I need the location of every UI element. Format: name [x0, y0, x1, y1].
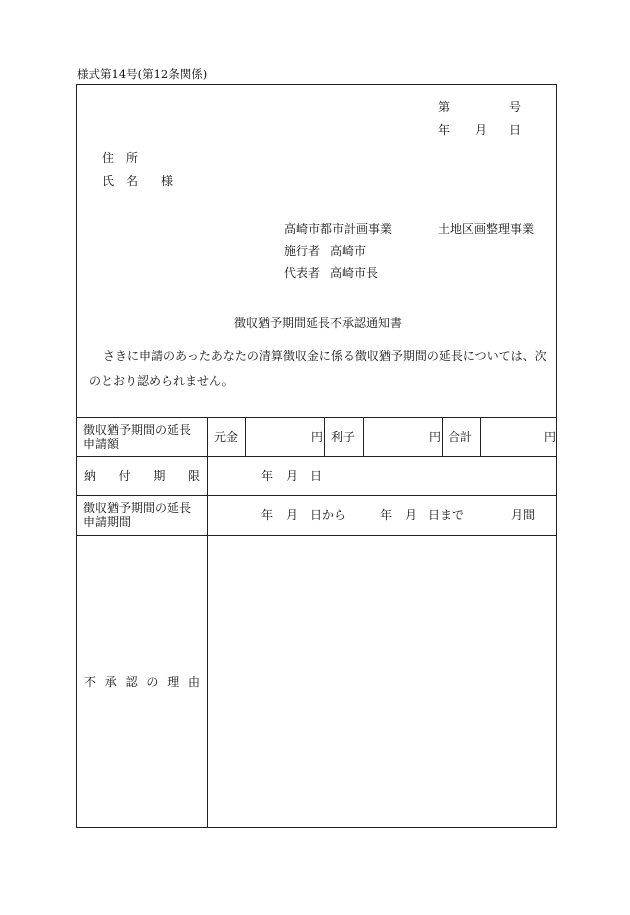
notice-form	[76, 84, 557, 828]
table-rule-top	[77, 417, 556, 418]
due-day: 日	[310, 469, 323, 483]
document-title: 徴収猶予期間延長不承認通知書	[234, 316, 403, 330]
total-label: 合計	[448, 430, 473, 444]
date-year: 年	[438, 123, 451, 137]
honorific: 様	[161, 174, 174, 188]
interest-divider	[363, 417, 364, 456]
to-month: 月	[405, 508, 418, 522]
due-date-label-char: 期	[153, 469, 166, 483]
from-year: 年	[261, 508, 274, 522]
reason-label-char: の	[146, 675, 159, 689]
reason-label	[84, 676, 200, 688]
due-year: 年	[261, 469, 274, 483]
principal-divider	[245, 417, 246, 456]
project-city-plan: 高崎市都市計画事業	[284, 222, 393, 236]
amount-row-label-line2: 申請額	[83, 437, 120, 451]
date-month: 月	[475, 123, 488, 137]
interest-label: 利子	[331, 430, 356, 444]
due-date-label-char: 限	[187, 469, 200, 483]
number-suffix: 号	[509, 100, 522, 114]
representative-label: 代表者	[284, 266, 321, 280]
interest-label-divider	[324, 417, 325, 456]
amount-row-label	[83, 423, 191, 451]
period-row-label-line1: 徴収猶予期間の延長	[83, 501, 192, 515]
interest-unit: 円	[429, 430, 442, 444]
reason-label-char: 理	[167, 675, 180, 689]
date-day: 日	[509, 123, 522, 137]
principal-label: 元金	[214, 430, 239, 444]
representative-name: 高崎市長	[330, 266, 379, 280]
due-date-label-char: 納	[84, 469, 97, 483]
amount-row-label-line1: 徴収猶予期間の延長	[83, 423, 192, 437]
total-unit: 円	[544, 430, 557, 444]
due-date-label-char: 付	[118, 469, 131, 483]
form-number: 様式第14号(第12条関係)	[77, 67, 208, 81]
to-day: 日まで	[428, 508, 465, 522]
reason-label-char: 不	[84, 675, 97, 689]
address-label: 住 所	[102, 151, 139, 165]
body-line-2: のとおり認められません。	[89, 374, 234, 388]
reason-label-char: 承	[104, 675, 117, 689]
table-rule-1	[77, 456, 556, 457]
name-label: 氏 名	[102, 174, 139, 188]
period-row-label	[83, 501, 191, 529]
reason-field[interactable]	[208, 536, 556, 826]
reason-label-char: 認	[125, 675, 138, 689]
to-year: 年	[380, 508, 393, 522]
number-prefix: 第	[438, 100, 451, 114]
table-rule-2	[77, 495, 556, 496]
due-month: 月	[286, 469, 299, 483]
from-month: 月	[286, 508, 299, 522]
months-count: 月間	[511, 508, 536, 522]
due-date-label	[84, 470, 200, 482]
total-label-divider	[442, 417, 443, 456]
total-divider	[480, 417, 481, 456]
period-row-label-line2: 申請期間	[83, 515, 132, 529]
from-day: 日から	[310, 508, 347, 522]
executor-name: 高崎市	[330, 244, 367, 258]
principal-unit: 円	[311, 430, 324, 444]
project-land: 土地区画整理事業	[438, 222, 535, 236]
executor-label: 施行者	[284, 244, 321, 258]
body-line-1: さきに申請のあったあなたの清算徴収金に係る徴収猶予期間の延長については、次	[103, 349, 547, 363]
reason-label-char: 由	[187, 675, 200, 689]
